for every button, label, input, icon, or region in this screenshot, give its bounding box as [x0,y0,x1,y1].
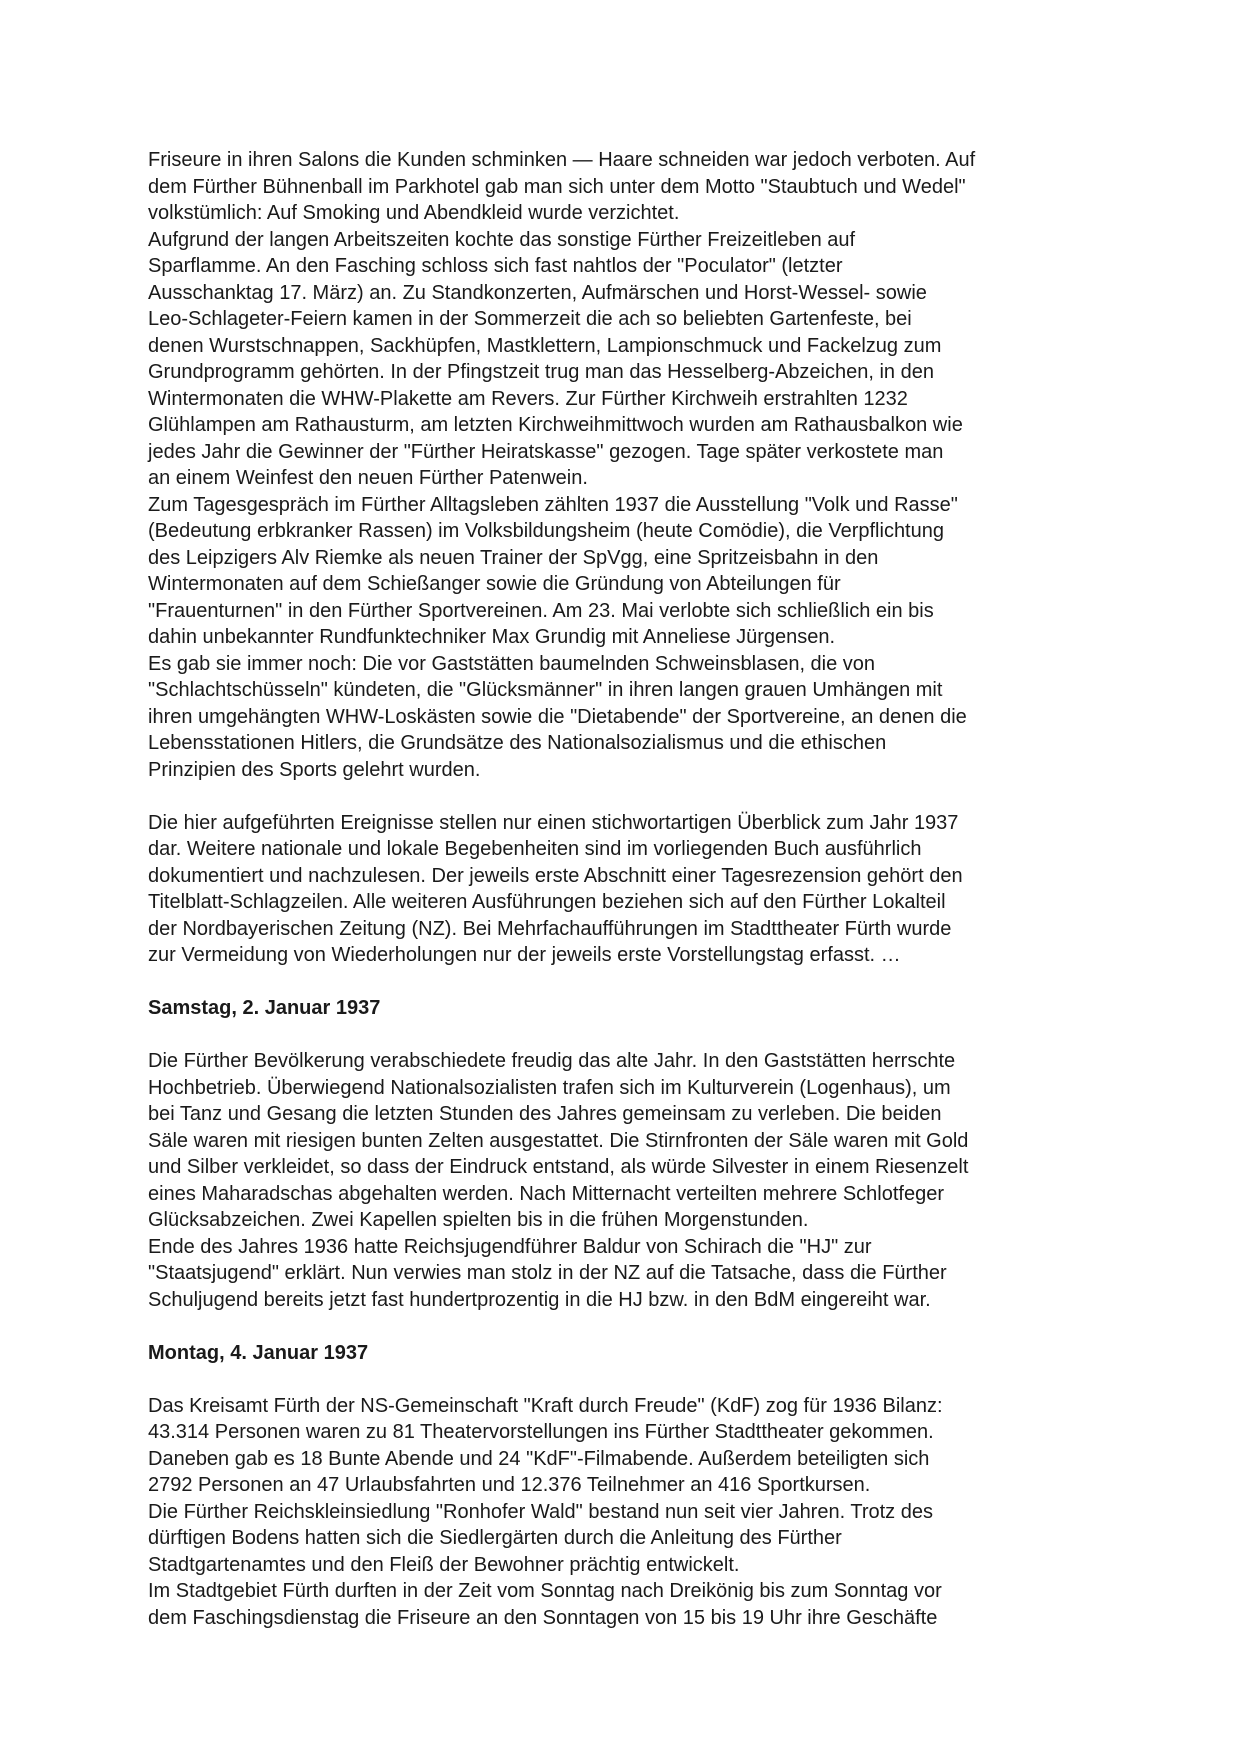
paragraph [148,1048,1108,1313]
text-line: der Nordbayerischen Zeitung (NZ). Bei Mehrfachaufführungen im Stadttheater Fürth wurde [148,917,952,940]
text-line: Hochbetrieb. Überwiegend Nationalsozialisten trafen sich im Kulturverein (Logenhaus), um [148,1076,951,1099]
text-line: eines Maharadschas abgehalten werden. Nach Mitternacht verteilten mehrere Schlotfeger [148,1182,944,1205]
text-line: Im Stadtgebiet Fürth durften in der Zeit vom Sonntag nach Dreikönig bis zum Sonntag vor [148,1580,942,1602]
text-line: Glücksabzeichen. Zwei Kapellen spielten bis in die frühen Morgenstunden. [148,1209,809,1231]
text-line: an einem Weinfest den neuen Fürther Patenwein. [148,467,588,489]
text-line: Das Kreisamt Fürth der NS-Gemeinschaft "Kraft durch Freude" (KdF) zog für 1936 Bilanz: [148,1394,943,1417]
text-line: Ende des Jahres 1936 hatte Reichsjugendführer Baldur von Schirach die "HJ" zur [148,1235,872,1258]
text-line: volkstümlich: Auf Smoking und Abendkleid wurde verzichtet. [148,202,680,224]
text-line: Daneben gab es 18 Bunte Abende und 24 "KdF"-Filmabende. Außerdem beteiligten sich [148,1447,930,1470]
text-line: Zum Tagesgespräch im Fürther Alltagsleben zählten 1937 die Ausstellung "Volk und Rasse" [148,493,958,516]
text-line: 43.314 Personen waren zu 81 Theatervorstellungen ins Fürther Stadttheater gekommen. [148,1421,934,1443]
text-line: "Frauenturnen" in den Fürther Sportvereinen. Am 23. Mai verlobte sich schließlich ein bis [148,599,934,622]
text-line: Friseure in ihren Salons die Kunden schminken — Haare schneiden war jedoch verboten. Auf [148,149,976,171]
text-line: bei Tanz und Gesang die letzten Stunden des Jahres gemeinsam zu verleben. Die beiden [148,1103,942,1125]
text-line: Säle waren mit riesigen bunten Zelten ausgestattet. Die Stirnfronten der Säle waren mit Gold [148,1129,969,1152]
text-line: Die Fürther Reichskleinsiedlung "Ronhofer Wald" bestand nun seit vier Jahren. Trotz des [148,1500,933,1523]
text-line: dahin unbekannter Rundfunktechniker Max Grundig mit Anneliese Jürgensen. [148,626,836,648]
text-line: 2792 Personen an 47 Urlaubsfahrten und 12.376 Teilnehmer an 416 Sportkursen. [148,1474,871,1496]
paragraph [148,147,1108,783]
text-line: dürftigen Bodens hatten sich die Siedlergärten durch die Anleitung des Fürther [148,1527,842,1549]
paragraph [148,1393,1108,1632]
text-line: "Staatsjugend" erklärt. Nun verwies man stolz in der NZ auf die Tatsache, dass die Fürther [148,1262,947,1284]
text-line: und Silber verkleidet, so dass der Eindruck entstand, als würde Silvester in einem Riesenzelt [148,1156,969,1178]
text-line: Ausschanktag 17. März) an. Zu Standkonzerten, Aufmärschen und Horst-Wessel- sowie [148,281,927,304]
text-line: Lebensstationen Hitlers, die Grundsätze des Nationalsozialismus und die ethischen [148,732,887,754]
date-heading: Samstag, 2. Januar 1937 [148,997,381,1019]
text-line: (Bedeutung erbkranker Rassen) im Volksbildungsheim (heute Comödie), die Verpflichtung [148,520,944,542]
text-line: Es gab sie immer noch: Die vor Gaststätten baumelnden Schweinsblasen, die von [148,652,876,675]
text-line: denen Wurstschnappen, Sackhüpfen, Mastklettern, Lampionschmuck und Fackelzug zum [148,334,942,357]
paragraph-spacer [148,969,1108,996]
text-line: Grundprogramm gehörten. In der Pfingstzeit trug man das Hesselberg-Abzeichen, in den [148,361,934,383]
text-line: Wintermonaten auf dem Schießanger sowie die Gründung von Abteilungen für [148,573,841,595]
text-line: dem Faschingsdienstag die Friseure an den Sonntagen von 15 bis 19 Uhr ihre Geschäfte [148,1606,938,1629]
text-line: Wintermonaten die WHW-Plakette am Revers. Zur Fürther Kirchweih erstrahlten 1232 [148,387,908,410]
text-line: Schuljugend bereits jetzt fast hundertprozentig in die HJ bzw. in den BdM eingereiht war. [148,1288,931,1311]
text-line: Glühlampen am Rathausturm, am letzten Kirchweihmittwoch wurden am Rathausbalkon wie [148,414,963,436]
date-heading: Montag, 4. Januar 1937 [148,1341,369,1364]
text-line: Sparflamme. An den Fasching schloss sich fast nahtlos der "Poculator" (letzter [148,255,843,277]
paragraph [148,810,1108,969]
text-line: jedes Jahr die Gewinner der "Fürther Heiratskasse" gezogen. Tage später verkostete man [148,440,944,463]
text-line: dem Fürther Bühnenball im Parkhotel gab man sich unter dem Motto "Staubtuch und Wedel" [148,175,966,198]
text-line: "Schlachtschüsseln" kündeten, die "Glücksmänner" in ihren langen grauen Umhängen mit [148,679,943,701]
text-line: dar. Weitere nationale und lokale Begebenheiten sind im vorliegenden Buch ausführlich [148,838,922,860]
text-line: des Leipzigers Alv Riemke als neuen Trainer der SpVgg, eine Spritzeisbahn in den [148,546,879,569]
text-line: Aufgrund der langen Arbeitszeiten kochte das sonstige Fürther Freizeitleben auf [148,228,856,251]
text-line: Prinzipien des Sports gelehrt wurden. [148,758,481,781]
text-line: dokumentiert und nachzulesen. Der jeweils erste Abschnitt einer Tagesrezension gehört den [148,864,963,887]
paragraph-spacer [148,1022,1108,1049]
text-line: ihren umgehängten WHW-Loskästen sowie die "Dietabende" der Sportvereine, an denen die [148,705,967,728]
text-line: Titelblatt-Schlagzeilen. Alle weiteren Ausführungen beziehen sich auf den Fürther Lokalteil [148,891,946,913]
text-line: Die hier aufgeführten Ereignisse stellen nur einen stichwortartigen Überblick zum Jahr 1937 [148,811,959,834]
document-page [148,147,1108,1631]
paragraph-spacer [148,1366,1108,1393]
text-line: Die Fürther Bevölkerung verabschiedete freudig das alte Jahr. In den Gaststätten herrschte [148,1050,956,1072]
text-line: Leo-Schlageter-Feiern kamen in der Sommerzeit die ach so beliebten Gartenfeste, bei [148,308,912,330]
paragraph-spacer [148,1313,1108,1340]
paragraph-spacer [148,783,1108,810]
text-line: zur Vermeidung von Wiederholungen nur der jeweils erste Vorstellungstag erfasst. … [148,944,901,966]
text-line: Stadtgartenamtes und den Fleiß der Bewohner prächtig entwickelt. [148,1553,740,1576]
